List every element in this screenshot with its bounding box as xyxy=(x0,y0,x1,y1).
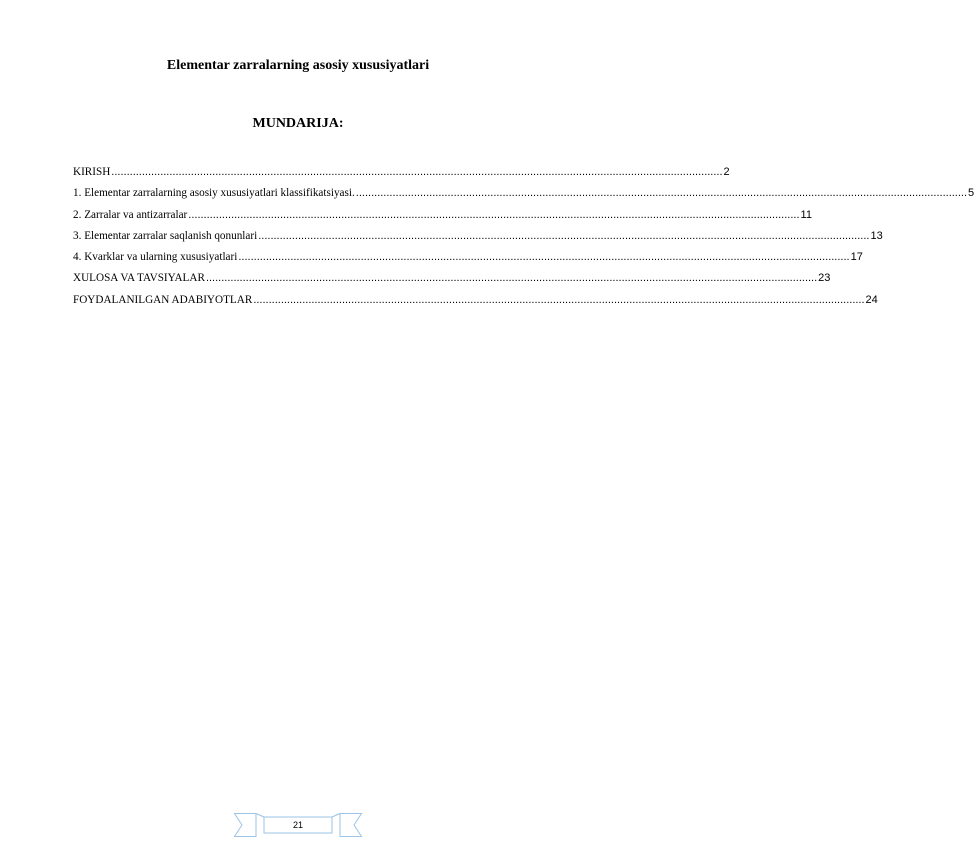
toc-entry[interactable] xyxy=(73,166,730,187)
document-title: Elementar zarralarning asosiy xususiyatlari xyxy=(166,58,430,73)
toc-entry[interactable] xyxy=(73,208,812,230)
toc-dot-leader: ........................................................................................................................................................................................................ xyxy=(258,229,870,242)
toc-dot-leader: ........................................................................................................................................................................................................ xyxy=(355,187,968,200)
page-number: 21 xyxy=(292,820,303,830)
toc-entry-text: 4. Kvarklar va ularning xususiyatlari xyxy=(73,251,238,264)
toc-dot-leader: ........................................................................................................................................................................................................ xyxy=(238,251,850,264)
toc-dot-leader: ........................................................................................................................................................................................................ xyxy=(205,272,818,285)
toc-entry[interactable] xyxy=(73,187,974,208)
toc-dot-leader: ........................................................................................................................................................................................................ xyxy=(253,293,865,306)
toc-entry-text: FOYDALANILGAN ADABIYOTLAR xyxy=(73,293,253,306)
toc-entry-text: 2. Zarralar va antizarralar xyxy=(73,208,188,221)
toc-entry-page: 2 xyxy=(723,166,730,178)
toc-entry-page: 13 xyxy=(870,229,883,242)
toc-entry[interactable] xyxy=(73,229,883,251)
toc-entry-text: 3. Elementar zarralar saqlanish qonunlari xyxy=(73,229,258,242)
toc-entry-page: 23 xyxy=(818,272,831,285)
toc-entry-page: 5 xyxy=(968,187,974,200)
toc-entry[interactable] xyxy=(73,251,863,272)
toc-dot-leader: ........................................................................................................................................................................................................ xyxy=(188,208,800,221)
toc-dot-leader: ........................................................................................................................................................................................................ xyxy=(111,166,723,178)
table-of-contents xyxy=(73,166,974,315)
page-footer xyxy=(0,808,596,842)
toc-entry[interactable] xyxy=(73,293,878,315)
toc-entry-page: 24 xyxy=(865,293,878,306)
toc-entry-text: XULOSA VA TAVSIYALAR xyxy=(73,272,205,285)
toc-entry-text: KIRISH xyxy=(73,166,111,178)
toc-entry-page: 17 xyxy=(850,251,863,264)
toc-entry-page: 11 xyxy=(800,208,812,221)
toc-entry[interactable] xyxy=(73,272,831,293)
toc-heading: MUNDARIJA: xyxy=(252,116,344,131)
toc-entry-text: 1. Elementar zarralarning asosiy xususiyatlari klassifikatsiyasi. xyxy=(73,187,355,200)
